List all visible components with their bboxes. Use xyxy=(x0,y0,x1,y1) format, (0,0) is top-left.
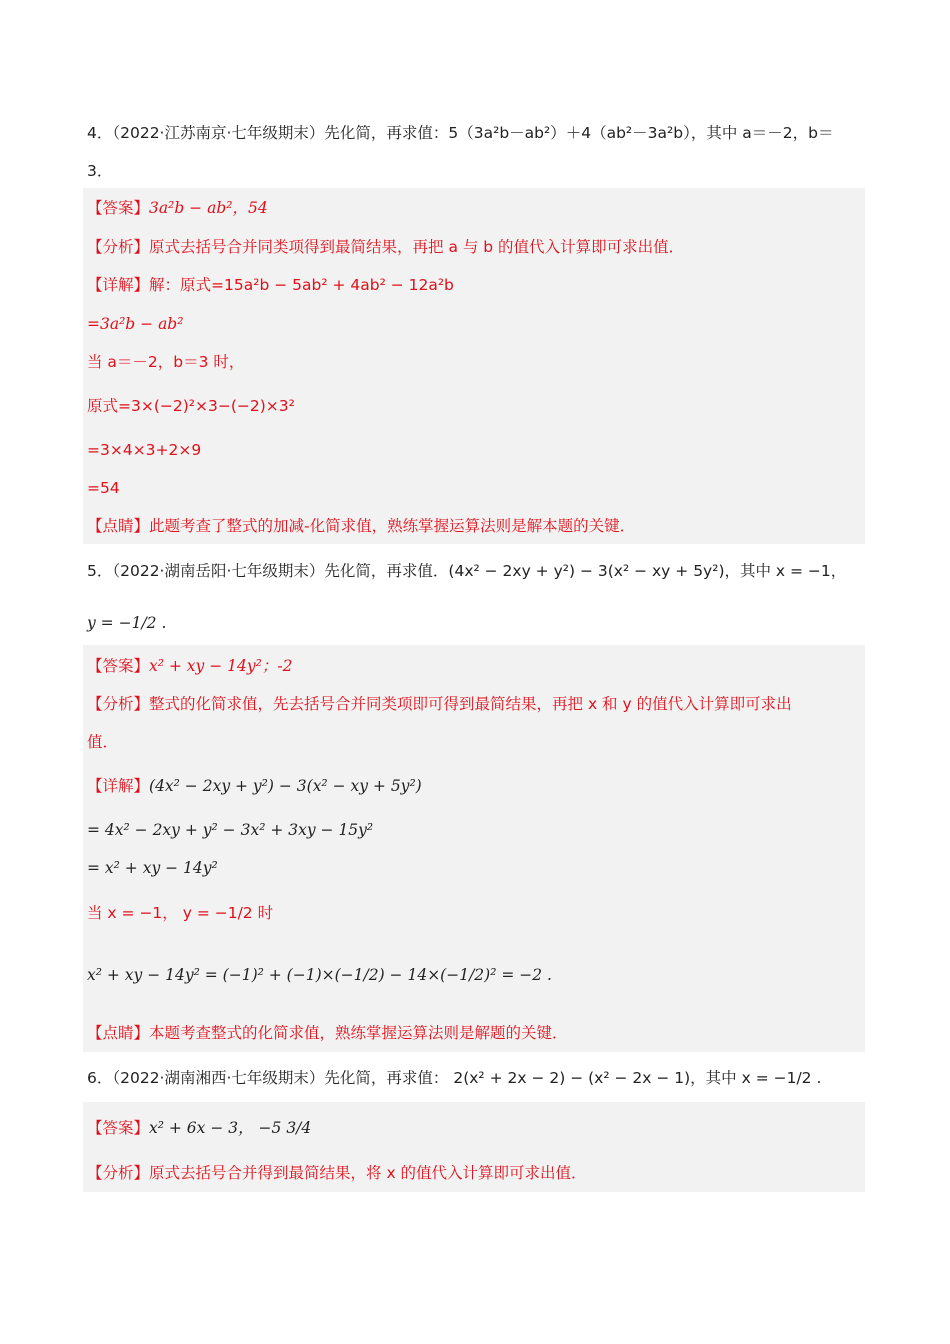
analysis-tag: 【分析】 xyxy=(87,238,150,256)
q6-analysis: 原式去括号合并得到最简结果，将 x 的值代入计算即可求出值． xyxy=(149,1164,587,1182)
q5-analysis-cont: 值． xyxy=(87,733,119,751)
q4-answer-line xyxy=(87,197,268,219)
answer-tag: 【答案】 xyxy=(87,657,150,675)
q4-question: 4．（2022·江苏南京·七年级期末）先化简，再求值：5（3a²b－ab²）＋4（ab²－3a²b），其中 a＝－2，b＝ xyxy=(87,124,834,142)
q4-step-2: 当 a＝－2，b＝3 时， xyxy=(87,353,245,371)
q4-detail: 解：原式=15a²b − 5ab² + 4ab² − 12a²b xyxy=(149,276,454,294)
answer-tag: 【答案】 xyxy=(87,1119,150,1137)
q4-step-1: =3a²b − ab² xyxy=(87,315,184,333)
answer-tag: 【答案】 xyxy=(87,199,150,217)
comment-tag: 【点睛】 xyxy=(87,517,150,535)
detail-tag: 【详解】 xyxy=(87,276,150,294)
q4-detail-line xyxy=(87,274,454,296)
q4-answer: 3a²b − ab²，54 xyxy=(149,199,268,217)
q5-answer-line xyxy=(87,655,292,677)
q6-analysis-line xyxy=(87,1162,587,1184)
q5-analysis-line xyxy=(87,693,792,715)
q5-question-cont: y = −1/2 . xyxy=(87,614,167,632)
q4-analysis-line xyxy=(87,236,684,258)
q5-comment-line xyxy=(87,1022,568,1044)
q4-step-4: =3×4×3+2×9 xyxy=(87,441,202,459)
q5-answer: x² + xy − 14y²；-2 xyxy=(149,657,293,675)
q6-question: 6．（2022·湖南湘西·七年级期末）先化简，再求值： 2(x² + 2x − 2) − (x² − 2x − 1)，其中 x = −1/2 . xyxy=(87,1069,822,1087)
q6-answer-line xyxy=(87,1117,311,1139)
q5-step-2: = x² + xy − 14y² xyxy=(87,859,218,877)
q5-step-4: x² + xy − 14y² = (−1)² + (−1)×(−1/2) − 14×(−1/2)² = −2 . xyxy=(87,966,552,984)
q4-comment: 此题考查了整式的加减-化简求值，熟练掌握运算法则是解本题的关键． xyxy=(149,517,636,535)
q4-comment-line xyxy=(87,515,635,537)
analysis-tag: 【分析】 xyxy=(87,1164,150,1182)
q5-comment: 本题考查整式的化简求值，熟练掌握运算法则是解题的关键． xyxy=(149,1024,568,1042)
detail-tag: 【详解】 xyxy=(87,777,150,795)
q4-step-3: 原式=3×(−2)²×3−(−2)×3² xyxy=(87,397,295,415)
q5-analysis: 整式的化简求值，先去括号合并同类项即可得到最简结果，再把 x 和 y 的值代入计算即可求出 xyxy=(149,695,792,713)
q6-answer: x² + 6x − 3， −5 3/4 xyxy=(149,1119,312,1137)
q5-step-3: 当 x = −1， y = −1/2 时 xyxy=(87,904,274,922)
q4-analysis: 原式去括号合并同类项得到最简结果，再把 a 与 b 的值代入计算即可求出值． xyxy=(149,238,685,256)
q5-detail: (4x² − 2xy + y²) − 3(x² − xy + 5y²) xyxy=(149,777,422,795)
comment-tag: 【点睛】 xyxy=(87,1024,150,1042)
q4-question-cont: 3． xyxy=(87,162,113,180)
q5-question: 5．（2022·湖南岳阳·七年级期末）先化简，再求值．(4x² − 2xy + y²) − 3(x² − xy + 5y²)，其中 x = −1， xyxy=(87,562,847,580)
q5-detail-line xyxy=(87,775,422,797)
analysis-tag: 【分析】 xyxy=(87,695,150,713)
q5-step-1: = 4x² − 2xy + y² − 3x² + 3xy − 15y² xyxy=(87,821,374,839)
q4-step-5: =54 xyxy=(87,479,120,497)
